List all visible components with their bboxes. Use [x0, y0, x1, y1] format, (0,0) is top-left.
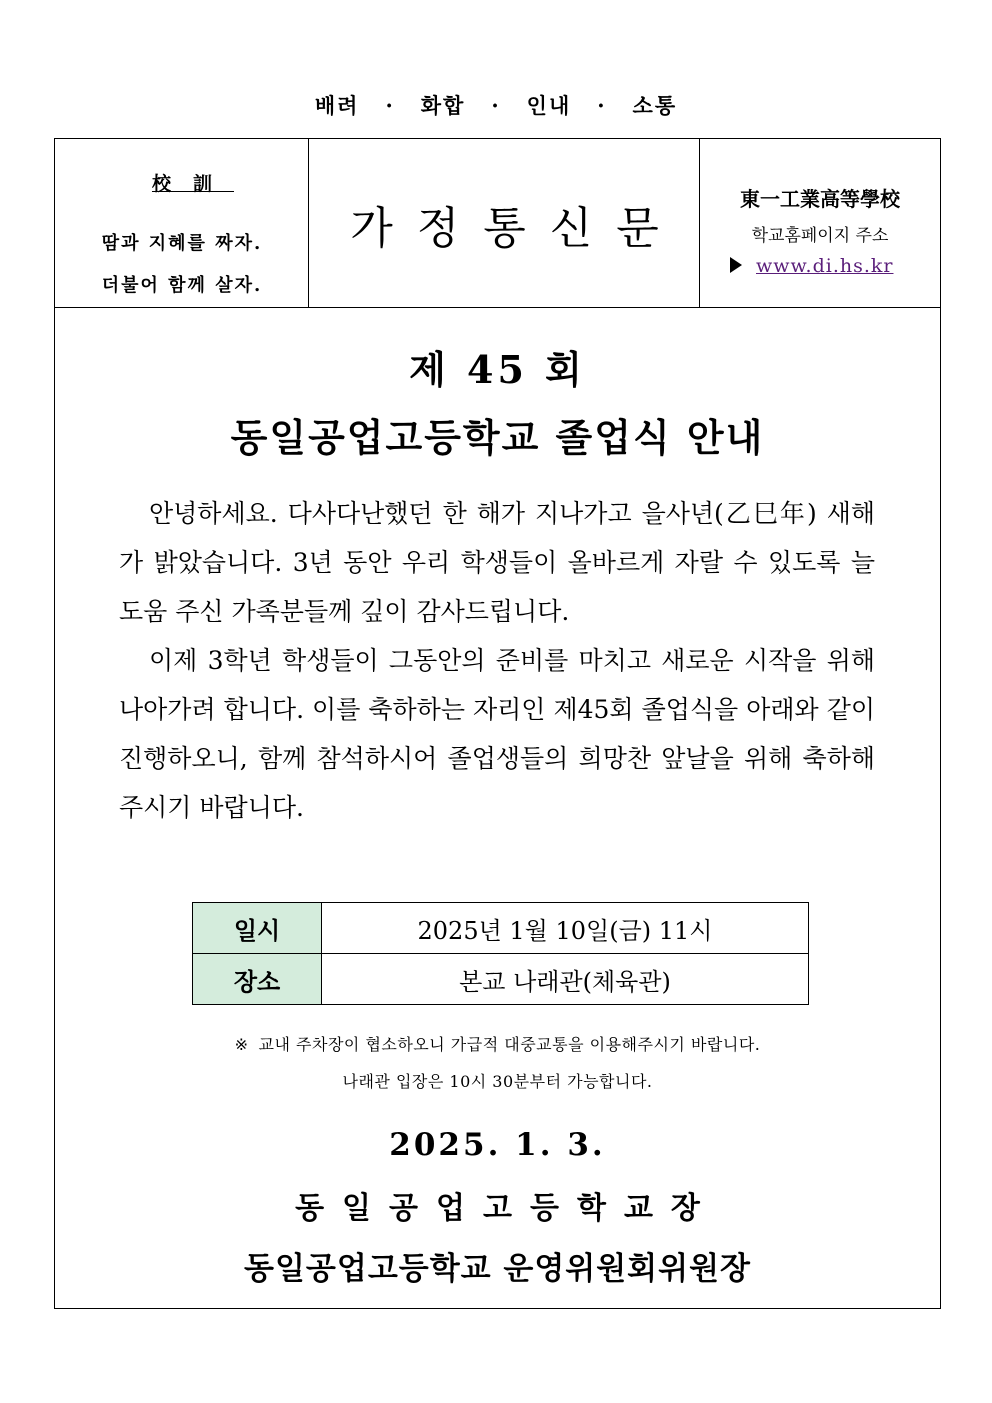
principal-signature: 동일공업고등학교장 — [295, 1191, 718, 1226]
school-name: 東一工業高等學校 — [740, 187, 900, 211]
core-value: 화합 — [420, 93, 466, 118]
venue-value: 본교 나래관(체육관) — [322, 954, 809, 1005]
separator-dot: · — [385, 93, 395, 118]
greeting-paragraph: 안녕하세요. 다사다난했던 한 해가 지나가고 을사년(乙巳年) 새해가 밝았습니다. 3년 동안 우리 학생들이 올바르게 자랄 수 있도록 늘 도움 주신 가족분들께 깊이 감사드립니다. — [119, 499, 875, 626]
reference-mark-icon: ※ — [234, 1035, 249, 1054]
homepage-label: 학교홈페이지 주소 — [751, 226, 889, 246]
event-name-title: 동일공업고등학교 졸업식 안내 — [230, 415, 765, 460]
entry-time-note: 나래관 입장은 10시 30분부터 가능합니다. — [342, 1072, 653, 1091]
letterhead — [55, 139, 940, 308]
school-motto-line: 땀과 지혜를 짜자. — [101, 233, 263, 254]
table-row — [193, 903, 809, 954]
event-round-title: 제 45 회 — [409, 347, 586, 392]
core-value: 소통 — [632, 93, 678, 118]
venue-label: 장소 — [193, 954, 322, 1005]
separator-dot: · — [597, 93, 607, 118]
school-motto-box — [55, 139, 309, 307]
document-frame — [54, 138, 941, 1309]
school-motto-title: 校訓 — [151, 173, 234, 195]
table-row — [193, 954, 809, 1005]
issue-date: 2025. 1. 3. — [389, 1127, 606, 1163]
invitation-paragraph: 이제 3학년 학생들이 그동안의 준비를 마치고 새로운 시작을 위해 나아가려 합니다. 이를 축하하는 자리인 제45회 졸업식을 아래와 같이 진행하오니, 함께 참석하시어 졸업생들의 희망찬 앞날을 위해 축하해주시기 바랍니다. — [119, 646, 875, 822]
separator-dot: · — [491, 93, 501, 118]
parking-note-text: 교내 주차장이 협소하오니 가급적 대중교통을 이용해주시기 바랍니다. — [258, 1035, 761, 1054]
event-info-table — [192, 902, 809, 1005]
core-value: 인내 — [526, 93, 572, 118]
school-motto-line: 더불어 함께 살자. — [101, 275, 263, 296]
committee-chair-signature: 동일공업고등학교 운영위원회위원장 — [244, 1251, 751, 1287]
core-value: 배려 — [314, 93, 360, 118]
homepage-link[interactable]: www.di.hs.kr — [756, 255, 894, 277]
newsletter-title: 가정통신문 — [350, 203, 683, 254]
datetime-label: 일시 — [193, 903, 322, 954]
school-info-box — [700, 139, 940, 307]
core-values-line — [0, 90, 992, 120]
newsletter-title-box — [309, 139, 700, 307]
datetime-value: 2025년 1월 10일(금) 11시 — [322, 903, 809, 954]
parking-note — [55, 1032, 940, 1055]
play-arrow-icon — [730, 257, 742, 273]
homepage-row — [730, 255, 930, 277]
